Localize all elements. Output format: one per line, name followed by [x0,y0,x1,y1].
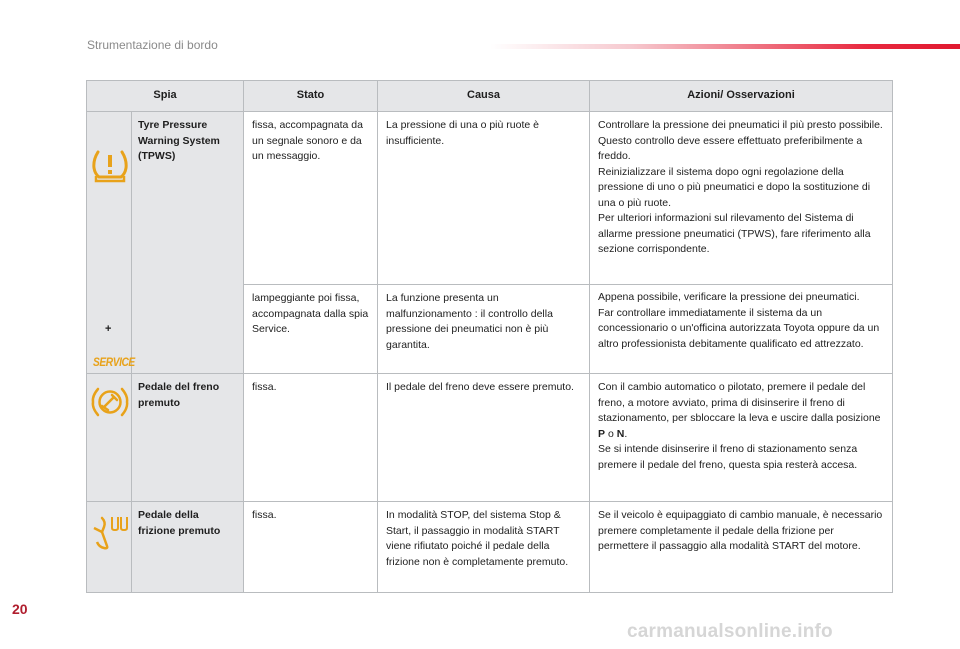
page-number: 20 [12,601,28,617]
brake-azioni-text-2: Se si intende disinserire il freno di stazionamento senza premere il pedale del freno, questa spia resterà accesa. [598,443,858,471]
tpws-stato-1: fissa, accompagnata da un segnale sonoro e da un messaggio. [244,112,378,285]
brake-azioni-dot: . [624,427,628,440]
tpws-azioni-2-line: Appena possibile, verificare la pressione dei pneumatici. [598,291,860,303]
brake-azioni-text: Con il cambio automatico o pilotato, premere il pedale del freno, a motore avviato, prima di disinserire il freno di stazionamento, per sbloccare la leva e uscire dalla posizione [598,381,881,424]
brake-name: Pedale del freno premuto [132,374,244,502]
table-row [87,112,893,285]
tpws-name: Tyre Pressure Warning System (TPWS) [132,112,244,374]
tpws-azioni-2-line: Far controllare immediatamente il sistema da un concessionario o un'officina autorizzata Toyota oppure da un altro professionista debitamente qualificato ed attrezzato. [598,306,880,350]
table-row [87,502,893,593]
tpws-icon-cell [87,112,135,374]
column-header-stato: Stato [244,81,378,112]
tpws-azioni-1-line: Questo controllo deve essere effettuato preferibilmente a freddo. [598,134,863,162]
warning-lights-table [86,80,893,593]
clutch-icon-cell [87,502,132,593]
tpws-causa-2: La funzione presenta un malfunzionamento : il controllo della pressione dei pneumatici non è più garantita. [378,285,590,374]
service-warning-icon: SERVICE [93,355,135,369]
column-header-spia: Spia [87,81,244,112]
watermark: carmanualsonline.info [627,621,833,642]
clutch-stato: fissa. [244,502,378,593]
section-title: Strumentazione di bordo [87,38,218,52]
clutch-causa: In modalità STOP, del sistema Stop & Start, il passaggio in modalità START viene rifiutato poiché il pedale della frizione non è completamente premuto. [378,502,590,593]
brake-stato: fissa. [244,374,378,502]
clutch-pedal-icon [90,512,130,550]
clutch-azioni: Se il veicolo è equipaggiato di cambio manuale, è necessario premere completamente il pedale della frizione per permettere il passaggio alla modalità START del motore. [590,502,893,593]
column-header-causa: Causa [378,81,590,112]
brake-causa: Il pedale del freno deve essere premuto. [378,374,590,502]
gear-n-label: N [616,427,625,440]
tpws-azioni-1-line: Per ulteriori informazioni sul rilevamento del Sistema di allarme pressione pneumatici (TPWS), fare riferimento alla sezione corrispondente. [598,212,871,255]
brake-icon-cell [87,374,132,502]
table-row [87,374,893,502]
brake-azioni-or: o [605,427,617,440]
tpws-stato-2: lampeggiante poi fissa, accompagnata dalla spia Service. [244,285,378,374]
tpws-azioni-1-line: Reinizializzare il sistema dopo ogni regolazione della pressione di uno o più pneumatici e dopo la sostituzione di una o più ruote. [598,165,871,209]
header-accent-bar [490,44,960,49]
table-header-row [87,81,893,112]
tpws-azioni-2 [590,285,893,374]
tpws-causa-1: La pressione di una o più ruote è insufficiente. [378,112,590,285]
brake-pedal-icon [90,384,130,420]
tpws-warning-icon [91,146,129,184]
column-header-azioni: Azioni/ Osservazioni [590,81,893,112]
plus-sign: + [105,323,112,335]
tpws-azioni-1-line: Controllare la pressione dei pneumatici il più presto possibile. [598,119,883,131]
brake-azioni [590,374,893,502]
tpws-azioni-1 [590,112,893,285]
gear-p-label: P [598,427,606,440]
clutch-name: Pedale della frizione premuto [132,502,244,593]
